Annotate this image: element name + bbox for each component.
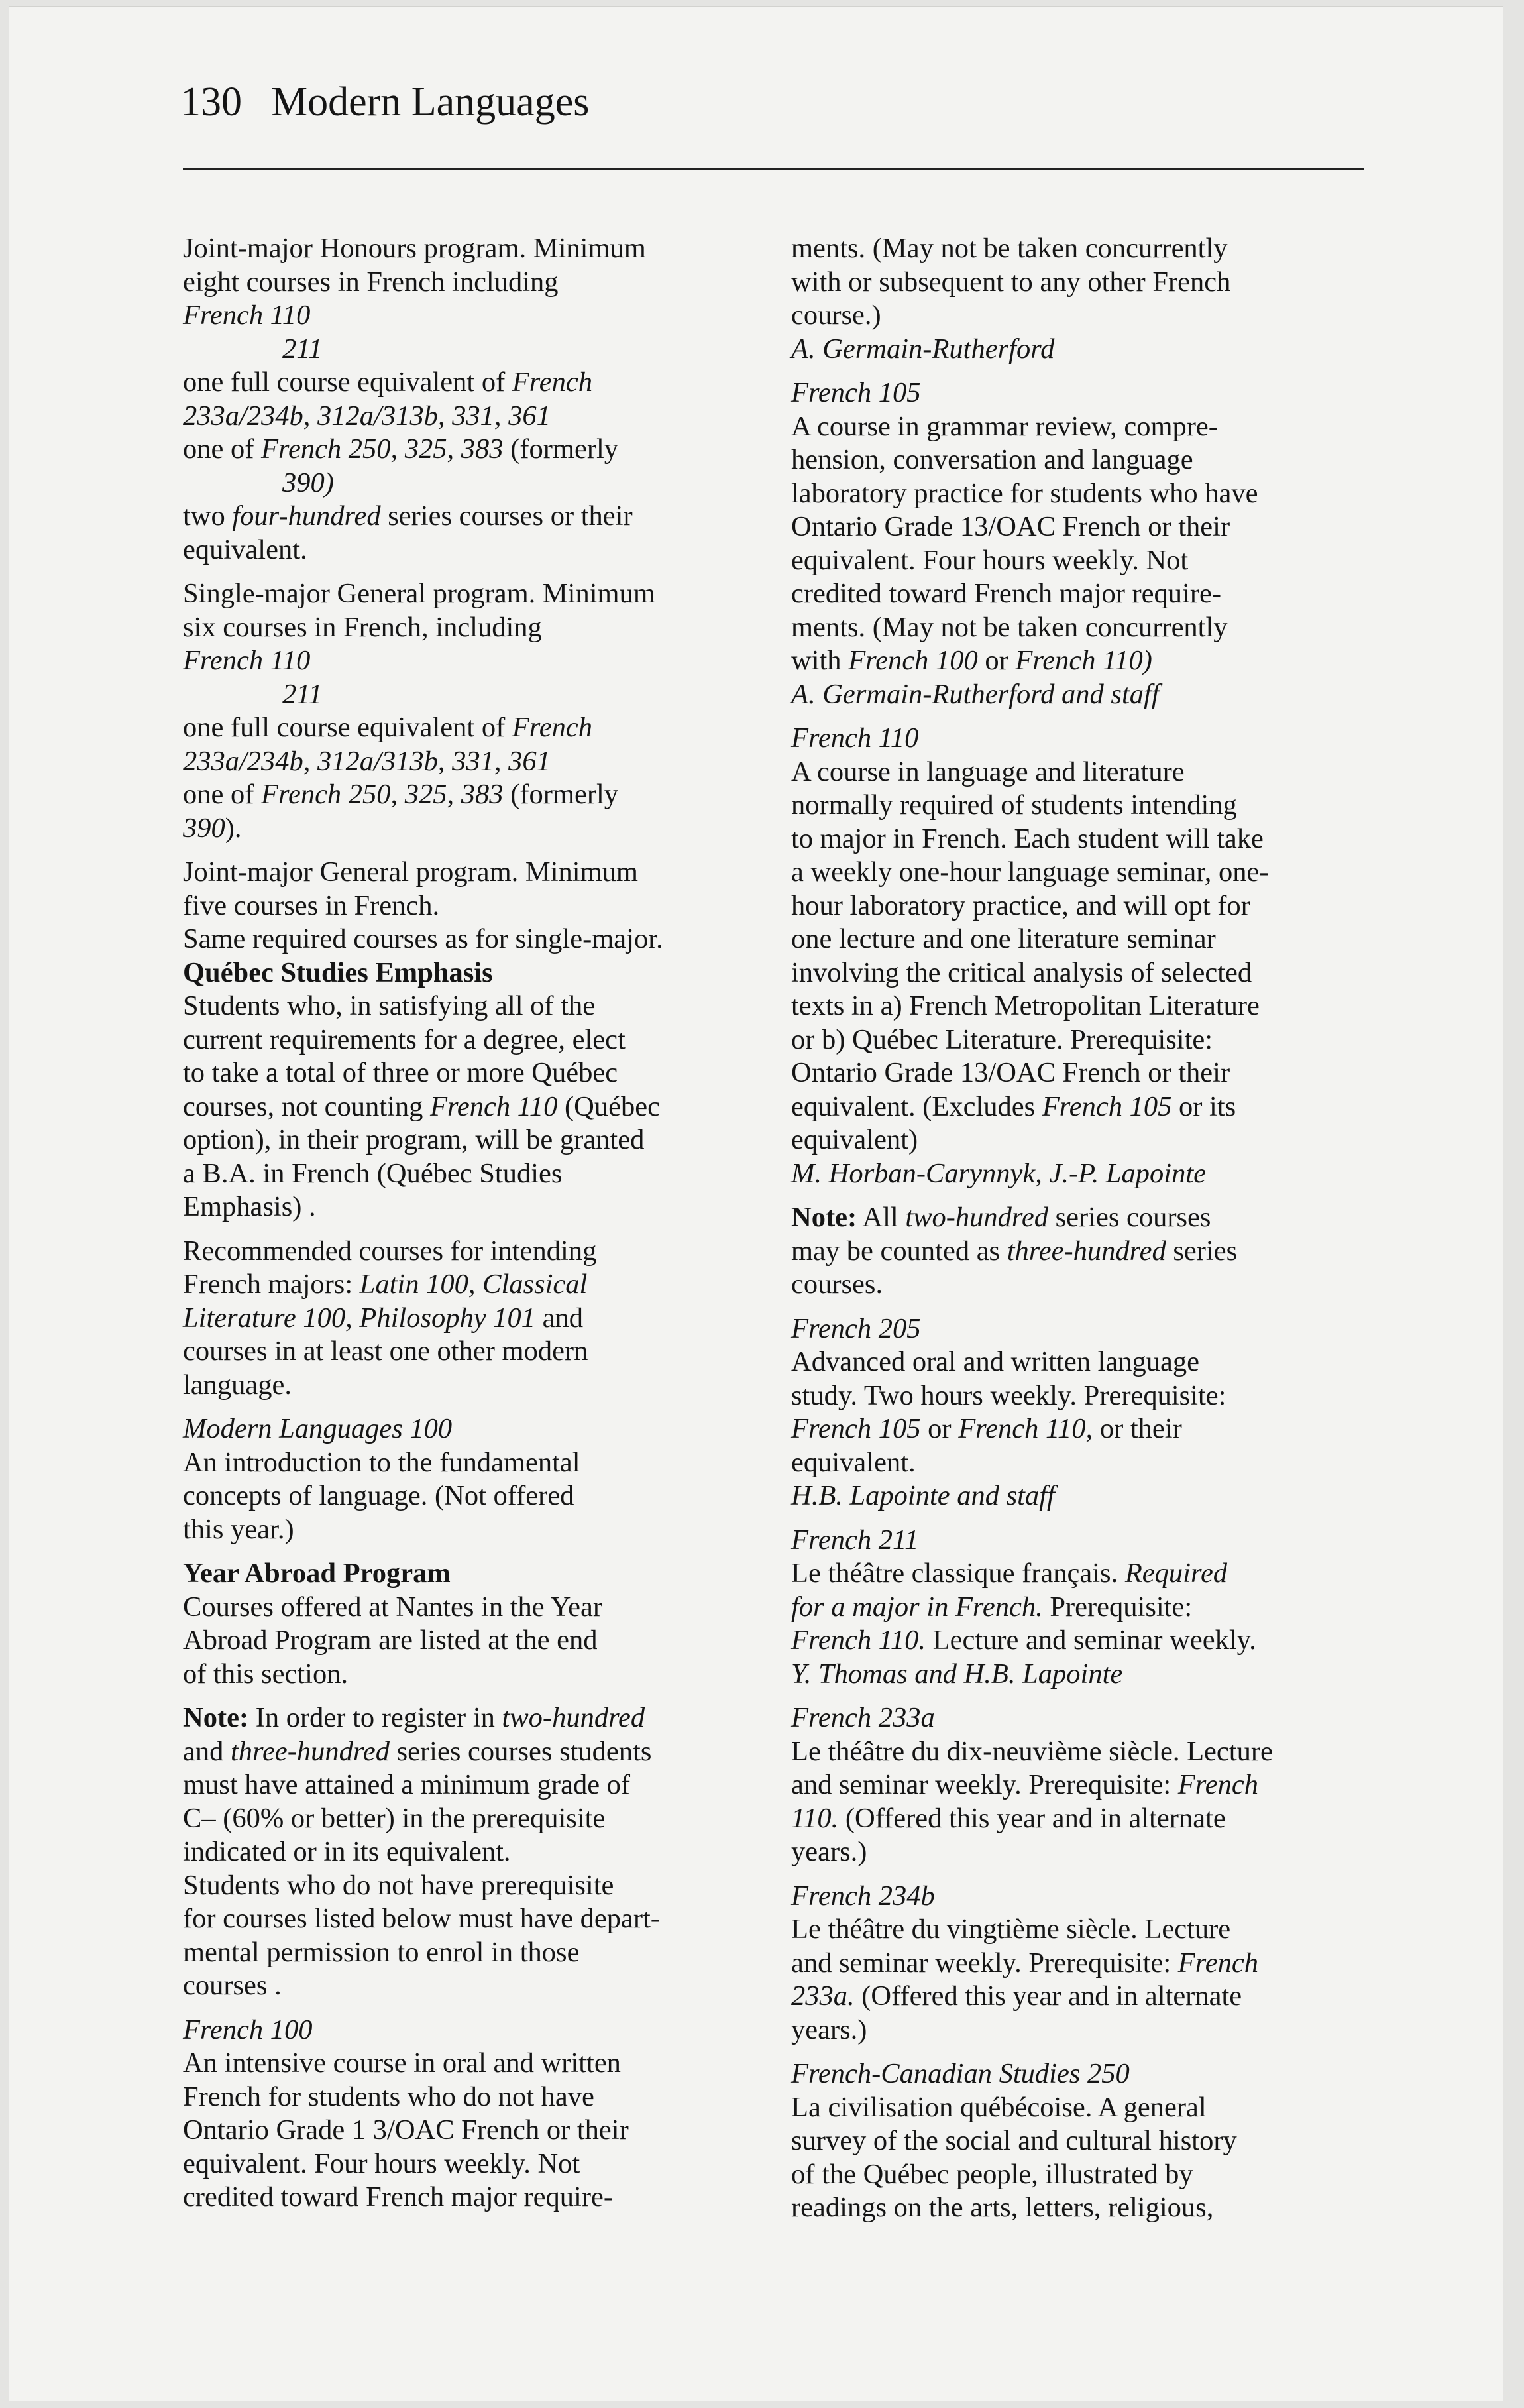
text-run: one lecture and one literature seminar [791, 923, 1216, 954]
italic-run: two-hundred [905, 1202, 1048, 1233]
text-line [183, 366, 753, 400]
text-line [183, 1446, 753, 1480]
text-line [183, 232, 753, 266]
text-line [791, 756, 1354, 789]
text-line [183, 711, 753, 745]
text-run: language. [183, 1369, 292, 1401]
italic-run: French 100 [183, 2014, 313, 2045]
text-run: with or subsequent to any other French [791, 266, 1231, 298]
text-run: Students who do not have prerequisite [183, 1869, 614, 1901]
text-block [183, 232, 753, 567]
text-run: laboratory practice for students who have [791, 477, 1258, 509]
text-run: or [977, 645, 1016, 676]
text-line [791, 722, 1354, 756]
italic-run: French 110 [791, 722, 919, 754]
text-line [183, 299, 753, 333]
bold-run: Note: [791, 1202, 857, 1233]
text-run: course.) [791, 300, 881, 331]
text-run: ments. (May not be taken concurrently [791, 233, 1228, 264]
text-run: must have attained a minimum grade of [183, 1769, 631, 1800]
italic-run: two-hundred [502, 1702, 645, 1733]
text-line [791, 1412, 1354, 1446]
left-column [183, 232, 753, 2225]
text-line [183, 1090, 753, 1124]
text-run: of the Québec people, illustrated by [791, 2158, 1193, 2190]
italic-run: four-hundred [232, 500, 381, 532]
text-line [791, 2014, 1354, 2047]
text-run: Same required courses as for single-major. [183, 923, 663, 954]
text-run: series courses students [389, 1735, 652, 1767]
italic-run: A. Germain-Rutherford [791, 333, 1055, 365]
italic-run: French 110 [183, 300, 311, 331]
text-run: equivalent. (Excludes [791, 1090, 1042, 1122]
text-run: or its [1171, 1090, 1236, 1122]
text-run: credited toward French major require- [183, 2181, 614, 2212]
text-line [183, 2081, 753, 2114]
text-run: equivalent. [183, 534, 307, 565]
text-run: mental permission to enrol in those [183, 1936, 580, 1968]
italic-run: Y. Thomas and H.B. Lapointe [791, 1658, 1123, 1690]
italic-run: M. Horban-Carynnyk, J.-P. Lapointe [791, 1157, 1207, 1189]
text-block [183, 577, 753, 845]
text-run: (formerly [503, 433, 619, 465]
text-run: Ontario Grade 13/OAC French or their [791, 1057, 1230, 1088]
text-line [791, 1446, 1354, 1480]
text-run: An intensive course in oral and written [183, 2047, 621, 2079]
text-line [183, 467, 753, 500]
text-line [183, 1157, 753, 1191]
text-run: six courses in French, including [183, 611, 542, 643]
right-column [791, 232, 1354, 2236]
text-line [183, 1123, 753, 1157]
text-run: French majors: [183, 1269, 360, 1300]
text-run: ). [225, 812, 242, 844]
text-run: ments. (May not be taken concurrently [791, 611, 1228, 643]
italic-run: 211 [282, 678, 323, 710]
text-line [791, 1235, 1354, 1269]
text-run: courses in at least one other modern [183, 1336, 588, 1367]
text-line [183, 778, 753, 812]
text-run: In order to register in [248, 1702, 502, 1733]
text-run: A course in language and literature [791, 756, 1185, 787]
text-block [183, 1235, 753, 1403]
text-block [183, 2014, 753, 2214]
text-block [791, 232, 1354, 366]
text-block [791, 1201, 1354, 1302]
italic-run: French [512, 712, 592, 743]
italic-run: French [512, 367, 592, 398]
text-line [791, 1479, 1354, 1513]
text-run: Single-major General program. Minimum [183, 578, 655, 609]
text-line [183, 2014, 753, 2047]
text-run: a weekly one-hour language seminar, one- [791, 856, 1269, 888]
text-line [183, 2181, 753, 2214]
text-line [183, 2114, 753, 2148]
text-line [791, 2191, 1354, 2225]
text-block [183, 1557, 753, 1691]
text-line [183, 1869, 753, 1903]
text-line [791, 232, 1354, 266]
text-line [183, 500, 753, 534]
text-line [791, 1591, 1354, 1625]
text-block [183, 1412, 753, 1546]
text-run: eight courses in French including [183, 266, 559, 298]
text-run: Ontario Grade 1 3/OAC French or their [183, 2114, 629, 2146]
italic-run: for a major in French. [791, 1591, 1043, 1623]
italic-run: French [1177, 1947, 1258, 1978]
text-line [183, 1235, 753, 1269]
text-line [791, 1157, 1354, 1191]
italic-run: French 211 [791, 1524, 919, 1556]
text-run: may be counted as [791, 1235, 1007, 1267]
text-line [791, 1768, 1354, 1802]
text-line [791, 1735, 1354, 1769]
text-line [791, 644, 1354, 678]
text-run: An introduction to the fundamental [183, 1446, 580, 1478]
text-run: series courses [1048, 1202, 1211, 1233]
text-line [183, 1190, 753, 1224]
text-line [183, 856, 753, 889]
italic-run: French 105 [1042, 1090, 1172, 1122]
text-run: one full course equivalent of [183, 712, 512, 743]
text-run: and seminar weekly. Prerequisite: [791, 1769, 1178, 1800]
text-run: Le théâtre du vingtième siècle. Lecture [791, 1914, 1231, 1945]
text-run: five courses in French. [183, 889, 440, 921]
text-run: Ontario Grade 13/OAC French or their [791, 511, 1230, 542]
text-line [791, 856, 1354, 889]
text-line [183, 1624, 753, 1658]
text-line [183, 1479, 753, 1513]
italic-run: French 250, 325, 383 [261, 433, 504, 465]
text-run: equivalent) [791, 1124, 918, 1155]
text-block [791, 2057, 1354, 2225]
text-line [183, 1936, 753, 1970]
text-line [791, 1980, 1354, 2014]
text-line [183, 1835, 753, 1869]
text-run: to take a total of three or more Québec [183, 1057, 618, 1088]
text-block [791, 722, 1354, 1190]
text-line [791, 2057, 1354, 2091]
text-run: Joint-major General program. Minimum [183, 856, 638, 888]
text-line [791, 789, 1354, 823]
header-rule [183, 168, 1364, 170]
text-run: for courses listed below must have depart- [183, 1903, 660, 1934]
text-run: equivalent. Four hours weekly. Not [791, 544, 1189, 576]
text-run: Advanced oral and written language [791, 1346, 1200, 1377]
text-line [791, 1524, 1354, 1558]
italic-run: 211 [282, 333, 323, 365]
text-line [791, 1268, 1354, 1302]
text-line [183, 400, 753, 433]
text-block [791, 1880, 1354, 2047]
text-line [791, 2124, 1354, 2158]
text-run: survey of the social and cultural history [791, 2125, 1237, 2156]
text-run: one full course equivalent of [183, 367, 512, 398]
text-line [791, 1201, 1354, 1235]
italic-run: French [1177, 1769, 1258, 1800]
text-line [183, 1969, 753, 2003]
text-line [183, 990, 753, 1023]
text-line [183, 1658, 753, 1691]
text-line [791, 477, 1354, 511]
text-run: two [183, 500, 233, 532]
italic-run: French 110 [183, 645, 311, 676]
text-run: series courses or their [380, 500, 633, 532]
text-run: indicated or in its equivalent. [183, 1836, 511, 1867]
text-run: texts in a) French Metropolitan Literature [791, 990, 1260, 1021]
text-line [183, 1802, 753, 1836]
text-run: equivalent. Four hours weekly. Not [183, 2148, 580, 2179]
text-run: and [535, 1302, 584, 1334]
text-line [791, 376, 1354, 410]
text-line [183, 1335, 753, 1369]
text-line [791, 1312, 1354, 1346]
text-run: Abroad Program are listed at the end [183, 1625, 598, 1656]
text-run: All [857, 1202, 906, 1233]
italic-run: French 100 [848, 645, 978, 676]
text-line [183, 534, 753, 567]
text-line [791, 1090, 1354, 1124]
text-line [791, 1947, 1354, 1980]
italic-run: French 110) [1015, 645, 1152, 676]
text-line [791, 2091, 1354, 2125]
text-line [791, 266, 1354, 300]
text-run: series [1166, 1235, 1238, 1267]
text-run: one of [183, 433, 262, 465]
text-line [791, 1346, 1354, 1379]
text-run: French for students who do not have [183, 2081, 594, 2112]
text-line [791, 611, 1354, 645]
text-run: current requirements for a degree, elect [183, 1023, 626, 1055]
italic-run: three-hundred [1007, 1235, 1166, 1267]
italic-run: 233a/234b, 312a/313b, 331, 361 [183, 400, 551, 431]
text-block [183, 856, 753, 1224]
text-line [791, 1701, 1354, 1735]
text-line [791, 1624, 1354, 1658]
text-line [183, 1902, 753, 1936]
italic-run: Literature 100, Philosophy 101 [183, 1302, 536, 1334]
text-line [791, 823, 1354, 856]
text-line [791, 1658, 1354, 1691]
bold-run: Year Abroad Program [183, 1558, 451, 1589]
text-run: (formerly [503, 779, 619, 810]
text-line [791, 1123, 1354, 1157]
text-line [791, 1880, 1354, 1914]
text-run: concepts of language. (Not offered [183, 1480, 574, 1511]
text-run: Le théâtre classique français. [791, 1558, 1125, 1589]
bold-run: Québec Studies Emphasis [183, 956, 493, 988]
text-run: C– (60% or better) in the prerequisite [183, 1802, 606, 1834]
text-line [791, 577, 1354, 611]
italic-run: Latin 100, Classical [359, 1269, 588, 1300]
text-line [791, 990, 1354, 1023]
text-line [183, 333, 753, 367]
text-run: Joint-major Honours program. Minimum [183, 233, 646, 264]
text-line [183, 923, 753, 956]
text-line [791, 510, 1354, 544]
text-run: option), in their program, will be granted [183, 1124, 645, 1155]
italic-run: 110. [791, 1802, 839, 1834]
text-run: one of [183, 779, 262, 810]
text-line [791, 333, 1354, 367]
text-line [791, 2158, 1354, 2192]
text-line [183, 1023, 753, 1057]
text-line [183, 1513, 753, 1547]
text-run: courses, not counting [183, 1090, 430, 1122]
text-line [183, 1369, 753, 1403]
italic-run: French 233a [791, 1702, 935, 1733]
text-run: with [791, 645, 849, 676]
text-run: (Offered this year and in alternate [838, 1802, 1226, 1834]
text-run: or their [1093, 1413, 1182, 1444]
text-run: this year.) [183, 1513, 294, 1545]
text-block [183, 1701, 753, 2003]
text-run: normally required of students intending [791, 789, 1237, 821]
text-line [791, 1802, 1354, 1836]
text-line [183, 1735, 753, 1769]
text-line [183, 577, 753, 611]
text-run: or [920, 1413, 959, 1444]
italic-run: 390) [282, 467, 334, 498]
text-run: and [183, 1735, 231, 1767]
text-line [791, 1557, 1354, 1591]
text-run: La civilisation québécoise. A general [791, 2091, 1207, 2123]
text-run: of this section. [183, 1658, 349, 1690]
text-run: courses. [791, 1269, 883, 1300]
italic-run: three-hundred [231, 1735, 390, 1767]
italic-run: French 205 [791, 1312, 921, 1344]
text-run: Recommended courses for intending [183, 1235, 597, 1267]
text-line [183, 745, 753, 779]
text-line [183, 678, 753, 712]
text-line [791, 1057, 1354, 1090]
text-line [183, 1701, 753, 1735]
text-line [183, 1591, 753, 1625]
text-line [183, 889, 753, 923]
text-line [183, 1768, 753, 1802]
text-line [791, 1379, 1354, 1413]
text-block [791, 1701, 1354, 1869]
text-run: Le théâtre du dix-neuvième siècle. Lecture [791, 1735, 1273, 1767]
text-run: hour laboratory practice, and will opt for [791, 889, 1250, 921]
italic-run: French 110. [791, 1625, 926, 1656]
text-line [791, 410, 1354, 444]
italic-run: H.B. Lapointe and staff [791, 1480, 1055, 1511]
text-line [791, 299, 1354, 333]
text-run: courses . [183, 1970, 282, 2001]
italic-run: French 110 [430, 1090, 558, 1122]
text-line [183, 644, 753, 678]
text-run: Courses offered at Nantes in the Year [183, 1591, 603, 1623]
text-line [183, 956, 753, 990]
text-run: Prerequisite: [1042, 1591, 1193, 1623]
italic-run: French 105 [791, 1413, 921, 1444]
italic-run: French 105 [791, 377, 921, 408]
italic-run: French 234b [791, 1880, 935, 1912]
text-run: credited toward French major require- [791, 578, 1222, 609]
text-line [183, 1412, 753, 1446]
italic-run: French 250, 325, 383 [261, 779, 504, 810]
italic-run: 390 [183, 812, 225, 844]
text-line [183, 1057, 753, 1090]
text-run: involving the critical analysis of selected [791, 956, 1252, 988]
text-line [791, 1023, 1354, 1057]
text-line [183, 1302, 753, 1336]
text-line [791, 889, 1354, 923]
text-line [791, 544, 1354, 578]
italic-run: A. Germain-Rutherford and staff [791, 678, 1160, 710]
text-line [791, 956, 1354, 990]
book-page [9, 7, 1503, 2401]
text-run: a B.A. in French (Québec Studies [183, 1157, 563, 1189]
italic-run: Required [1124, 1558, 1228, 1589]
text-line [183, 2148, 753, 2181]
text-run: hension, conversation and language [791, 444, 1193, 475]
text-line [183, 611, 753, 645]
text-line [183, 812, 753, 846]
italic-run: French-Canadian Studies 250 [791, 2058, 1130, 2089]
text-run: Emphasis) . [183, 1191, 316, 1222]
text-line [791, 923, 1354, 956]
italic-run: Modern Languages 100 [183, 1413, 453, 1444]
text-line [791, 678, 1354, 712]
text-block [791, 1312, 1354, 1513]
text-run: study. Two hours weekly. Prerequisite: [791, 1379, 1226, 1411]
text-line [791, 1913, 1354, 1947]
text-run: equivalent. [791, 1446, 916, 1478]
page-title: Modern Languages [271, 80, 590, 125]
text-line [791, 1835, 1354, 1869]
text-line [183, 1557, 753, 1591]
text-run: or b) Québec Literature. Prerequisite: [791, 1023, 1213, 1055]
text-line [183, 1268, 753, 1302]
text-run: (Québec [557, 1090, 660, 1122]
text-run: readings on the arts, letters, religious, [791, 2192, 1214, 2223]
text-block [791, 376, 1354, 711]
text-line [791, 443, 1354, 477]
bold-run: Note: [183, 1702, 249, 1733]
text-run: and seminar weekly. Prerequisite: [791, 1947, 1178, 1978]
text-run: A course in grammar review, compre- [791, 410, 1218, 442]
text-run: Students who, in satisfying all of the [183, 990, 596, 1021]
text-run: years.) [791, 1836, 867, 1867]
text-run: Lecture and seminar weekly. [926, 1625, 1256, 1656]
italic-run: 233a/234b, 312a/313b, 331, 361 [183, 745, 551, 777]
page-number: 130 [180, 80, 242, 125]
text-block [791, 1524, 1354, 1691]
text-line [183, 433, 753, 467]
italic-run: 233a. [791, 1980, 855, 2012]
text-line [183, 2047, 753, 2081]
text-run: (Offered this year and in alternate [854, 1980, 1242, 2012]
text-run: years.) [791, 2014, 867, 2045]
text-line [183, 266, 753, 300]
running-header [180, 76, 589, 129]
text-run: to major in French. Each student will take [791, 823, 1264, 854]
italic-run: French 110, [958, 1413, 1093, 1444]
